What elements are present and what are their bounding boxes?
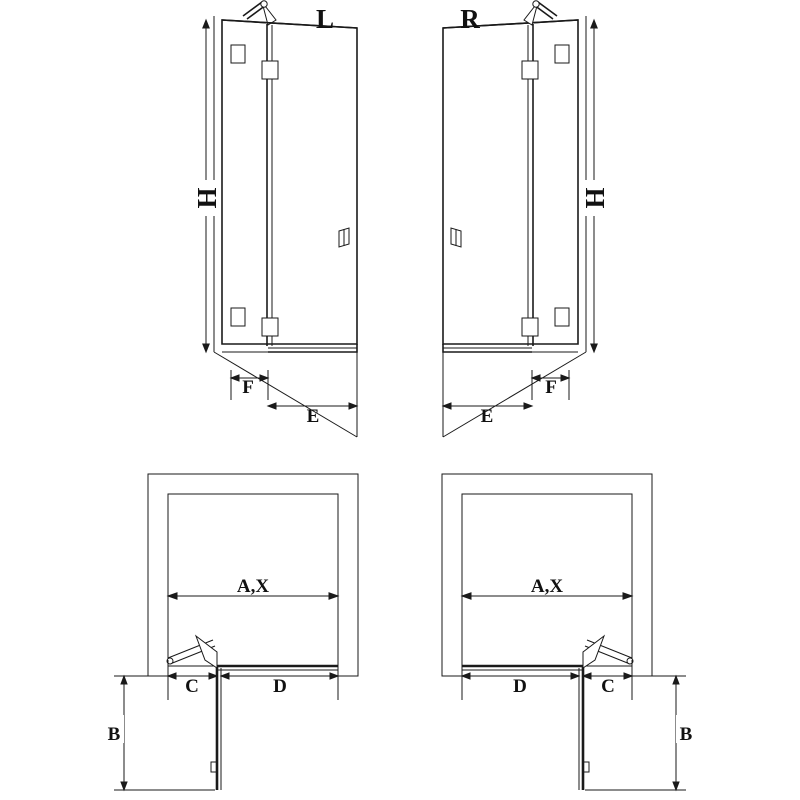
- plan-right-d-arrow-right: [571, 673, 579, 679]
- right-elev-floor-right: [443, 352, 586, 437]
- left-elev-h-arrow-bottom: [203, 344, 209, 352]
- left-elev-f-arrow-left: [231, 375, 239, 381]
- left-elev-hinge-lower-door: [262, 318, 278, 336]
- left-elev-f-label: F: [242, 377, 254, 398]
- right-view-title: R: [460, 4, 480, 34]
- elevation-left-group: [192, 1, 357, 437]
- plan-left-d-arrow-right: [330, 673, 338, 679]
- left-elev-e-arrow-left: [268, 403, 276, 409]
- left-elev-floor-left: [214, 352, 357, 437]
- left-elev-glass-top: [222, 20, 357, 28]
- right-elev-hinge-lower-door: [522, 318, 538, 336]
- left-view-title: L: [315, 4, 335, 34]
- plan-left-c-label: C: [185, 676, 199, 697]
- left-elev-hinge-upper-wall: [231, 45, 245, 63]
- plan-left-d-arrow-left: [221, 673, 229, 679]
- plan-right-d-arrow-left: [462, 673, 470, 679]
- right-elev-f-label: F: [545, 377, 557, 398]
- plan-left-d-label: D: [273, 676, 287, 697]
- plan-left-b-label: B: [107, 724, 121, 745]
- left-elev-f-arrow-right: [260, 375, 268, 381]
- right-elev-h-arrow-top: [591, 20, 597, 28]
- plan-right-ax-arrow-right: [623, 593, 632, 599]
- plan-right-b-label: B: [679, 724, 693, 745]
- right-elev-wall-anchor: [533, 1, 539, 7]
- plan-right-b-arrow-bottom: [673, 782, 679, 790]
- left-elev-height-label: H: [192, 187, 222, 209]
- plan-left-b-arrow-bottom: [121, 782, 127, 790]
- left-elev-e-arrow-right: [349, 403, 357, 409]
- plan-right-wall-hatch: [442, 474, 652, 676]
- right-elev-e-arrow-right: [524, 403, 532, 409]
- right-elev-f-arrow-right: [561, 375, 569, 381]
- right-elev-hinge-upper-door: [522, 61, 538, 79]
- left-elev-h-arrow-top: [203, 20, 209, 28]
- right-elev-hinge-lower-wall: [555, 308, 569, 326]
- plan-left-ax-arrow-left: [168, 593, 177, 599]
- right-elev-height-label: H: [580, 187, 610, 209]
- plan-left-group: [104, 474, 358, 790]
- elevation-right-group: [443, 1, 610, 437]
- left-elev-e-label: E: [306, 406, 320, 427]
- plan-right-ax-arrow-left: [462, 593, 471, 599]
- plan-right-b-arrow-top: [673, 676, 679, 684]
- right-elev-f-arrow-left: [532, 375, 540, 381]
- right-elev-e-label: E: [480, 406, 494, 427]
- left-elev-glass-panel: [222, 20, 357, 344]
- plan-left-ax-arrow-right: [329, 593, 338, 599]
- left-elev-stabiliser-bar: [243, 2, 262, 16]
- plan-left-wall-hatch: [148, 474, 358, 676]
- plan-left-ax-label: A,X: [236, 576, 270, 597]
- right-elev-e-arrow-left: [443, 403, 451, 409]
- left-elev-hinge-lower-wall: [231, 308, 245, 326]
- plan-left-b-arrow-top: [121, 676, 127, 684]
- left-elev-wall-anchor: [261, 1, 267, 7]
- right-elev-glass-panel: [443, 20, 578, 344]
- right-elev-stabiliser-bar: [538, 2, 557, 16]
- right-elev-h-arrow-bottom: [591, 344, 597, 352]
- plan-right-d-label: D: [513, 676, 527, 697]
- plan-right-c-label: C: [601, 676, 615, 697]
- right-elev-hinge-upper-wall: [555, 45, 569, 63]
- plan-right-group: [442, 474, 696, 790]
- left-elev-hinge-upper-door: [262, 61, 278, 79]
- plan-right-ax-label: A,X: [530, 576, 564, 597]
